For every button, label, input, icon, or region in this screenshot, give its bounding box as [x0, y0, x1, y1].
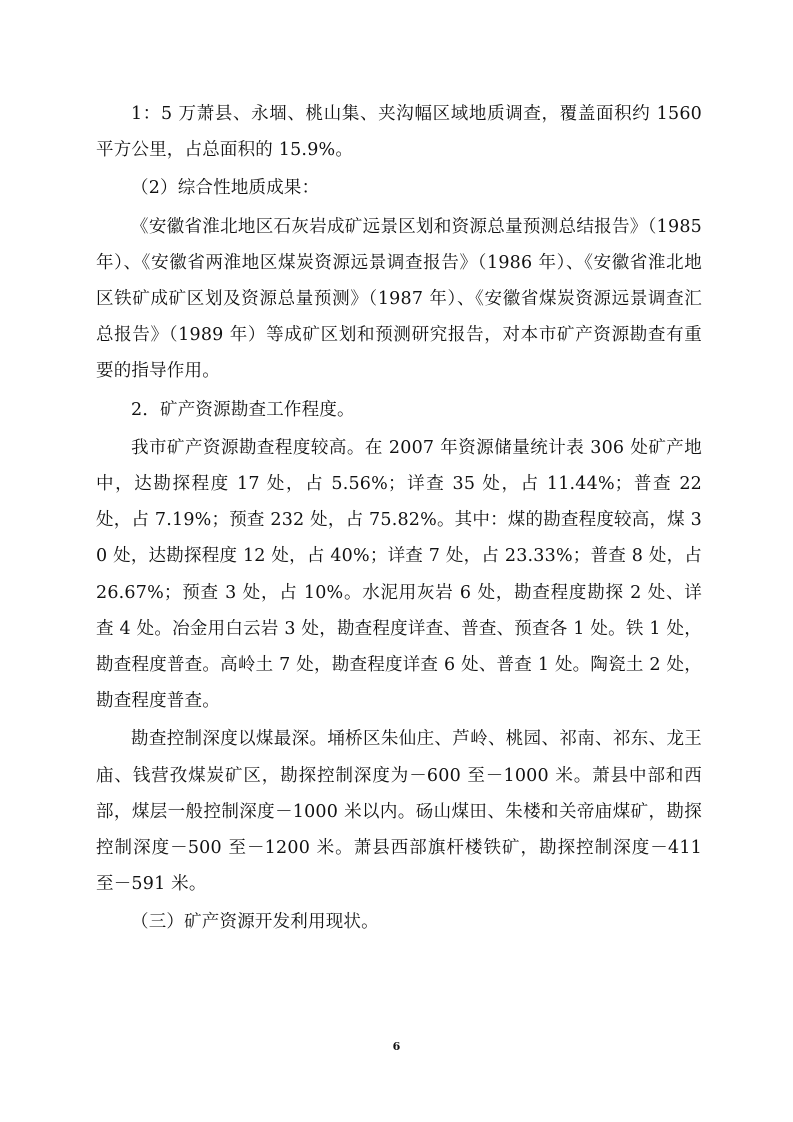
- paragraph-heading-exploration-degree: 2．矿产资源勘查工作程度。: [131, 399, 355, 420]
- paragraph-regional-survey: 1：5 万萧县、永堌、桃山集、夹沟幅区域地质调查，覆盖面积约 1560 平方公里，占总面积的 15.9%。: [96, 104, 702, 161]
- page-number: 6: [392, 1040, 401, 1053]
- paragraph-heading-comprehensive-results: （2）综合性地质成果：: [131, 178, 320, 199]
- paragraph-control-depth: 勘查控制深度以煤最深。埇桥区朱仙庄、芦岭、桃园、祁南、祁东、龙王庙、钱营孜煤炭矿区，勘探控制深度为－600 至－1000 米。萧县中部和西部，煤层一般控制深度－1000 米以内。砀山煤田、朱楼和关帝庙煤矿，勘探控制深度－500 至－1200 米。萧县西部旗杆楼铁矿，勘探控制深度－411 至－591 米。: [96, 729, 702, 895]
- document-body: [96, 96, 702, 943]
- paragraph-reports: 《安徽省淮北地区石灰岩成矿远景区划和资源总量预测总结报告》（1985 年）、《安徽省两淮地区煤炭资源远景调查报告》（1986 年）、《安徽省淮北地区铁矿成矿区划及资源总量预测》（1987 年）、《安徽省煤炭资源远景调查汇总报告》（1989 年）等成矿区划和预测研究报告，对本市矿产资源勘查有重要的指导作用。: [96, 216, 702, 382]
- paragraph-heading-development-status: （三）矿产资源开发利用现状。: [131, 912, 379, 933]
- paragraph-exploration-statistics: 我市矿产资源勘查程度较高。在 2007 年资源储量统计表 306 处矿产地中，达勘探程度 17 处，占 5.56%；详查 35 处，占 11.44%；普查 22 处，占 7.19%；预查 232 处，占 75.82%。其中：煤的勘查程度较高，煤 30 处，达勘探程度 12 处，占 40%；详查 7 处，占 23.33%；普查 8 处，占 26.67%；预查 3 处，占 10%。水泥用灰岩 6 处，勘查程度勘探 2 处、详查 4 处。冶金用白云岩 3 处，勘查程度详查、普查、预查各 1 处。铁 1 处，勘查程度普查。高岭土 7 处，勘查程度详查 6 处、普查 1 处。陶瓷土 2 处，勘查程度普查。: [96, 437, 702, 712]
